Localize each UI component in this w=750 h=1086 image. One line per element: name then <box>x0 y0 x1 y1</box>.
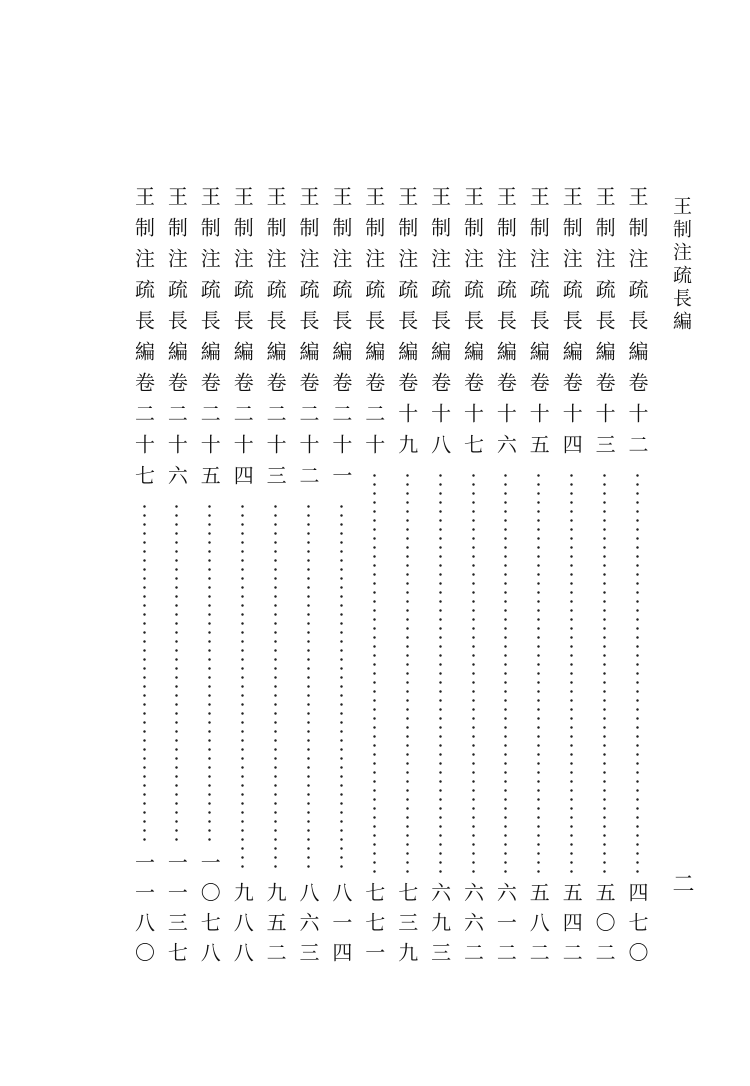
toc-entry-page: 九八八 <box>230 882 255 972</box>
dot-leader <box>504 471 507 874</box>
running-head: 王制注疏長編 <box>670 196 692 334</box>
dot-leader <box>307 502 310 874</box>
toc-entry <box>425 186 455 986</box>
toc-entry-page: 九五二 <box>263 882 288 972</box>
toc-entry-page: 一一三七 <box>164 852 189 972</box>
table-of-contents <box>112 186 652 986</box>
toc-entry-page: 五八二 <box>526 882 551 972</box>
toc-entry-page: 五〇二 <box>592 882 617 972</box>
toc-entry-page: 一一八〇 <box>131 852 156 972</box>
toc-entry-page: 七三九 <box>394 882 419 972</box>
toc-entry-title: 王制注疏長編卷十九 <box>394 186 419 465</box>
toc-entry <box>589 186 619 986</box>
dot-leader <box>439 471 442 874</box>
toc-entry-title: 王制注疏長編卷二十一 <box>328 186 353 496</box>
toc-entry-title: 王制注疏長編卷二十四 <box>230 186 255 496</box>
toc-entry-title: 王制注疏長編卷二十五 <box>197 186 222 496</box>
toc-entry <box>129 186 159 986</box>
toc-entry-page: 一〇七八 <box>197 852 222 972</box>
toc-entry-title: 王制注疏長編卷二十 <box>361 186 386 465</box>
dot-leader <box>340 502 343 874</box>
dot-leader <box>143 502 146 844</box>
toc-entry-title: 王制注疏長編卷十二 <box>625 186 649 465</box>
dot-leader <box>570 471 573 874</box>
toc-entry <box>260 186 290 986</box>
page-number: 二 <box>669 872 694 894</box>
dot-leader <box>472 471 475 874</box>
toc-entry-title: 王制注疏長編卷二十二 <box>296 186 320 496</box>
toc-entry <box>161 186 191 986</box>
toc-entry <box>523 186 553 986</box>
dot-leader <box>603 471 606 874</box>
toc-entry-page: 六六二 <box>460 882 485 972</box>
toc-entry-title: 王制注疏長編卷十六 <box>493 186 518 465</box>
toc-entry <box>490 186 520 986</box>
toc-entry-page: 五四二 <box>559 882 584 972</box>
dot-leader <box>208 502 211 844</box>
toc-entry <box>326 186 356 986</box>
toc-entry-page: 六九三 <box>427 882 452 972</box>
toc-entry <box>359 186 389 986</box>
dot-leader <box>636 471 639 874</box>
toc-entry-page: 八六三 <box>296 882 320 972</box>
toc-entry-title: 王制注疏長編卷十五 <box>526 186 551 465</box>
toc-entry-title: 王制注疏長編卷二十六 <box>164 186 189 496</box>
toc-entry-title: 王制注疏長編卷二十三 <box>263 186 288 496</box>
toc-entry <box>622 186 652 986</box>
dot-leader <box>274 502 277 874</box>
toc-entry <box>392 186 422 986</box>
toc-entry-title: 王制注疏長編卷十七 <box>460 186 485 465</box>
toc-entry-page: 八一四 <box>328 882 353 972</box>
toc-entry <box>293 186 323 986</box>
toc-entry-title: 王制注疏長編卷十八 <box>427 186 452 465</box>
dot-leader <box>241 502 244 874</box>
dot-leader <box>406 471 409 874</box>
dot-leader <box>175 502 178 844</box>
toc-entry <box>556 186 586 986</box>
toc-entry <box>227 186 257 986</box>
toc-entry-page: 四七〇 <box>625 882 649 972</box>
toc-entry-page: 六一二 <box>493 882 518 972</box>
toc-entry <box>194 186 224 986</box>
toc-entry-title: 王制注疏長編卷十三 <box>592 186 617 465</box>
dot-leader <box>537 471 540 874</box>
toc-entry <box>458 186 488 986</box>
toc-entry-page: 七七一 <box>361 882 386 972</box>
toc-entry-title: 王制注疏長編卷十四 <box>559 186 584 465</box>
toc-entry-title: 王制注疏長編卷二十七 <box>131 186 156 496</box>
dot-leader <box>373 471 376 874</box>
